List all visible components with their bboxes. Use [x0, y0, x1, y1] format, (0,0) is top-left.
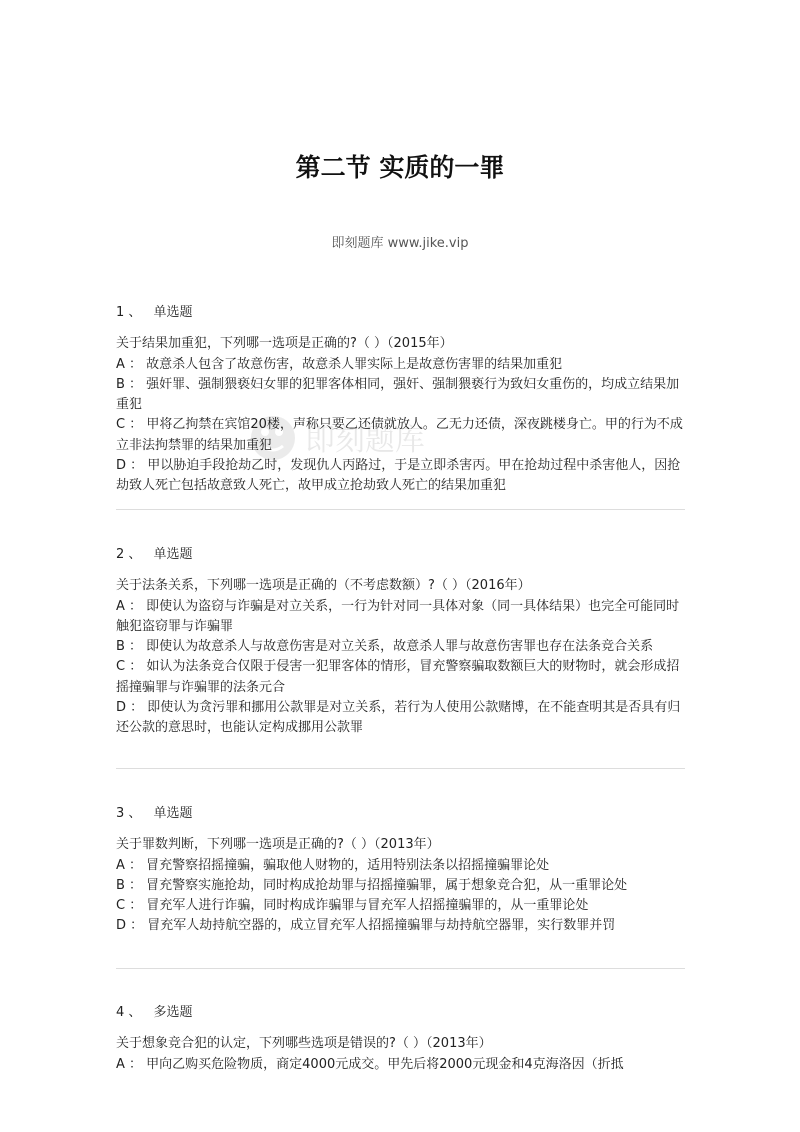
question-stem: 关于罪数判断，下列哪一选项是正确的?（ ）（2013年） [116, 837, 440, 853]
option-a: A ： 故意杀人包含了故意伤害，故意杀人罪实际上是故意伤害罪的结果加重犯 [116, 356, 563, 372]
divider [116, 968, 685, 969]
question-header [116, 804, 686, 824]
question-type: 多选题 [153, 1005, 193, 1020]
option-a: A ： 即使认为盗窃与诈骗是对立关系，一行为针对同一具体对象（同一具体结果）也完全可能同时触犯盗窃罪与诈骗罪 [116, 598, 680, 634]
option-a: A ： 甲向乙购买危险物质，商定4000元成交。甲先后将2000元现金和4克海洛因（折抵 [116, 1056, 624, 1072]
option-c: C ： 如认为法条竞合仅限于侵害一犯罪客体的情形，冒充警察骗取数额巨大的财物时，就会形成招摇撞骗罪与诈骗罪的法条元合 [116, 659, 680, 695]
svg-text:即刻题库: 即刻题库 [305, 423, 425, 458]
question-1 [116, 303, 686, 497]
question-header [116, 303, 686, 323]
question-stem: 关于结果加重犯，下列哪一选项是正确的?（ ）（2015年） [116, 336, 453, 352]
site-subtitle: 即刻题库 www.jike.vip [331, 236, 469, 251]
question-2 [116, 545, 686, 739]
question-type: 单选题 [153, 547, 193, 562]
question-number: 1 、 [116, 305, 142, 320]
divider [116, 768, 685, 769]
question-stem: 关于法条关系，下列哪一选项是正确的（不考虑数额）?（ ）（2016年） [116, 578, 531, 594]
option-c: C ： 冒充军人进行诈骗，同时构成诈骗罪与冒充军人招摇撞骗罪的，从一重罪论处 [116, 898, 589, 914]
question-number: 4 、 [116, 1005, 142, 1020]
question-number: 3 、 [116, 806, 142, 821]
page-title: 第二节 实质的一罪 [295, 153, 505, 182]
option-b: B ： 强奸罪、强制猥亵妇女罪的犯罪客体相同，强奸、强制猥亵行为致妇女重伤的，均成立结果加重犯 [116, 376, 680, 413]
option-d: D ： 冒充军人劫持航空器的，成立冒充军人招摇撞骗罪与劫持航空器罪，实行数罪并罚 [116, 918, 616, 934]
option-b: B ： 即使认为故意杀人与故意伤害是对立关系，故意杀人罪与故意伤害罪也存在法条竞合关系 [116, 639, 654, 655]
divider [116, 509, 685, 510]
question-header [116, 1003, 686, 1023]
option-c: C ： 甲将乙拘禁在宾馆20楼，声称只要乙还债就放人。乙无力还债，深夜跳楼身亡。甲的行为不成立非法拘禁罪的结果加重犯 [116, 417, 683, 453]
option-d: D ： 甲以胁迫手段抢劫乙时，发现仇人丙路过，于是立即杀害丙。甲在抢劫过程中杀害他人，因抢劫致人死亡包括故意致人死亡，故甲成立抢劫致人死亡的结果加重犯 [116, 458, 681, 494]
option-a: A ： 冒充警察招摇撞骗，骗取他人财物的，适用特别法条以招摇撞骗罪论处 [116, 857, 550, 873]
option-d: D ： 即使认为贪污罪和挪用公款罪是对立关系，若行为人使用公款赌博，在不能查明其是否具有归还公款的意思时，也能认定构成挪用公款罪 [116, 700, 681, 736]
question-3 [116, 804, 686, 937]
question-stem: 关于想象竞合犯的认定，下列哪些选项是错误的?（ ）（2013年） [116, 1036, 492, 1052]
question-4 [116, 1003, 686, 1075]
question-type: 单选题 [153, 806, 193, 821]
question-number: 2 、 [116, 547, 142, 562]
question-type: 单选题 [153, 305, 193, 320]
option-b: B ： 冒充警察实施抢劫，同时构成抢劫罪与招摇撞骗罪，属于想象竞合犯，从一重罪论处 [116, 877, 628, 893]
question-header [116, 545, 686, 565]
